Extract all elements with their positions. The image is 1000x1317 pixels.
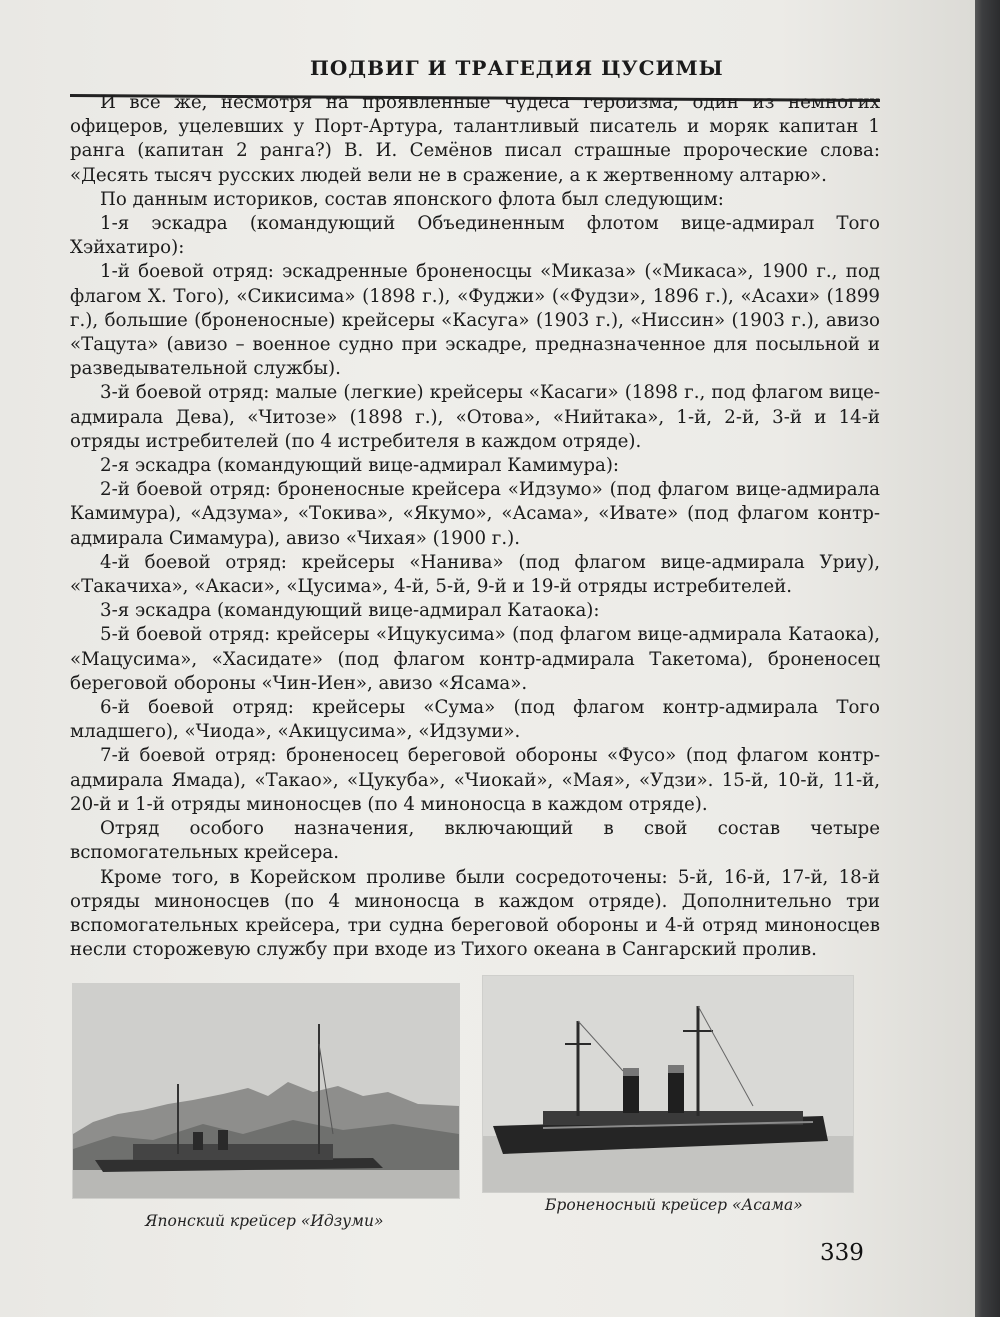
paragraph: 7-й боевой отряд: броненосец береговой обороны «Фусо» (под флагом контр-адмирала Ямада), «Такао», «Цукуба», «Чиокай», «Мая», «Удзи». 15-й, 10-й, 11-й, 20-й и 1-й отряды миноносцев (по 4 миноносца в каждом отряде).: [70, 745, 880, 815]
paragraph: 1-я эскадра (командующий Объединенным флотом вице-адмирал Того Хэйхатиро):: [70, 213, 880, 259]
paragraph: 3-й боевой отряд: малые (легкие) крейсеры «Касаги» (1898 г., под флагом вице-адмирала Дева), «Читозе» (1898 г.), «Отова», «Нийтака», 1-й, 2-й, 3-й и 14-й отряды истребителей (по 4 истребителя в каждом отряде).: [70, 382, 880, 452]
paragraph: 1-й боевой отряд: эскадренные броненосцы «Миказа» («Микаса», 1900 г., под флагом Х. Того), «Сикисима» (1898 г.), «Фуджи» («Фудзи», 1896 г.), «Асахи» (1899 г.), большие (броненосные) крейсеры «Касуга» (1903 г.), «Ниссин» (1903 г.), авизо «Тацута» (авизо – военное судно при эскадре, предназначенное для посыльной и разведывательной службы).: [70, 261, 880, 380]
ship-photo-image: [73, 984, 459, 1198]
paragraph: 2-я эскадра (командующий вице-адмирал Камимура):: [100, 455, 620, 477]
ship-photo-image: [483, 976, 853, 1192]
paragraph: 2-й боевой отряд: броненосные крейсера «Идзумо» (под флагом вице-адмирала Камимура), «Адзума», «Токива», «Якумо», «Асама», «Ивате» (под флагом контр-адмирала Симамура), авизо «Чихая» (1900 г.).: [70, 479, 880, 549]
photo-caption: Японский крейсер «Идзуми»: [145, 1212, 384, 1230]
page-number: 339: [820, 1240, 864, 1266]
photo-caption: Броненосный крейсер «Асама»: [545, 1196, 803, 1214]
paragraph: 6-й боевой отряд: крейсеры «Сума» (под флагом контр-адмирала Того младшего), «Чиода», «Акицусима», «Идзуми».: [70, 697, 880, 743]
running-head: ПОДВИГ И ТРАГЕДИЯ ЦУСИМЫ: [310, 56, 724, 80]
paragraph: Кроме того, в Корейском проливе были сосредоточены: 5-й, 16-й, 17-й, 18-й отряды миноносцев (по 4 миноносца в каждом отряде). Дополнительно три вспомогательных крейсера, три судна береговой обороны и 4-й отряд миноносцев несли сторожевую службу при входе из Тихого океана в Сангарский пролив.: [70, 866, 880, 961]
paragraph: 4-й боевой отряд: крейсеры «Нанива» (под флагом вице-адмирала Уриу), «Такачиха», «Акаси», «Цусима», 4-й, 5-й, 9-й и 19-й отряды истребителей.: [70, 551, 880, 598]
photo-cruiser-asama: [482, 975, 854, 1193]
paragraph: И все же, несмотря на проявленные чудеса героизма, один из немногих офицеров, уцелевших у Порт-Артура, талантливый писатель и моряк капитан 1 ранга (капитан 2 ранга?) В. И. Семёнов писал страшные пророческие слова: «Десять тысяч русских людей вели не в сражение, а к жертвенному алтарю».: [70, 92, 880, 186]
paragraph: Отряд особого назначения, включающий в свой состав четыре вспомогательных крейсера.: [70, 818, 880, 864]
paragraph: По данным историков, состав японского флота был следующим:: [100, 188, 724, 210]
body-text: [70, 91, 880, 962]
photo-cruiser-izumi: [72, 983, 460, 1199]
paragraph: 5-й боевой отряд: крейсеры «Ицукусима» (под флагом вице-адмирала Катаока), «Мацусима», «Хасидате» (под флагом контр-адмирала Такетома), броненосец береговой обороны «Чин-Иен», авизо «Ясама».: [70, 624, 880, 694]
paragraph: 3-я эскадра (командующий вице-адмирал Катаока):: [100, 600, 600, 622]
